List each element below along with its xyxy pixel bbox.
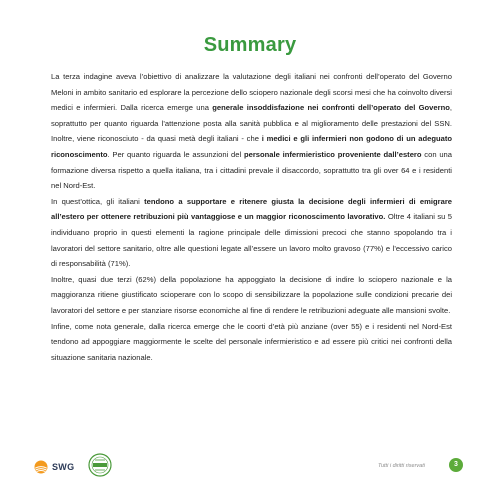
text-run: con una formazione diversa rispetto a quella italiana, tra i cittadini prevale il disaccordo, soprattutto tra gli over 64 e i residenti nel Nord-Est. — [51, 149, 453, 191]
text-run: . Per quanto riguarda le assunzioni del — [107, 149, 244, 159]
bold-text-run: i medici e gli infermieri non godono di un adeguato riconoscimento — [51, 134, 452, 159]
text-run: La terza indagine aveva l’obiettivo di analizzare la valutazione degli italiani nei confronti dell’operato del Governo Meloni in ambito sanitario ed esplorare la percezione dello sciopero nazionale degli scorsi mesi che ha coinvolto diversi medici e infermieri. Dalla ricerca emerge una — [51, 72, 452, 113]
sun-logo-icon — [34, 460, 48, 474]
swg-logo — [34, 457, 74, 477]
rights-reserved-text: Tutti i diritti riservati — [378, 463, 425, 469]
partner-logo-icon — [88, 453, 112, 479]
text-run: In quest’ottica, gli italiani — [51, 196, 145, 206]
bold-text-run: generale insoddisfazione nei confronti dell’operato del Governo — [212, 103, 450, 113]
paragraph — [51, 194, 452, 272]
text-run: Inoltre, quasi due terzi (62%) della popolazione ha appoggiato la decisione di indire lo sciopero nazionale e la maggioranza ritiene giustificato scioperare con lo scopo di sensibilizzare la popolazione sulle condizioni precarie dei lavoratori del settore e per stanziare risorse economiche al fine di rendere le retribuzioni adeguate alle mansioni svolte. — [51, 274, 452, 315]
page-footer — [0, 453, 500, 483]
paragraph — [51, 69, 452, 194]
page-number-badge: 3 — [449, 458, 463, 472]
bold-text-run: tendono a supportare e ritenere giusta la decisione degli infermieri di emigrare all’estero per ottenere retribuzioni più vantaggiose e un maggior riconoscimento lavorativo. — [51, 196, 452, 222]
paragraph — [51, 272, 452, 319]
page-title: Summary — [203, 34, 297, 56]
bold-text-run: personale infermieristico proveniente dall’estero — [243, 149, 422, 159]
swg-logo-text: SWG — [52, 462, 75, 472]
paragraph — [51, 319, 452, 366]
text-run: Oltre 4 italiani su 5 individuano proprio in questi elementi la ragione principale delle dimissioni precoci che stanno spopolando tra i lavoratori del settore sanitario, oltre alle questioni legate all’essere un lavoro molto gravoso (77%) e l’eccessivo carico di responsabilità (71%). — [51, 212, 453, 269]
summary-body — [51, 69, 452, 365]
text-run: Infine, come nota generale, dalla ricerca emerge che le coorti d’età più anziane (over 55) e i residenti nel Nord-Est tendono ad appoggiare maggiormente le scelte del personale infermieristico e ad essere più critici nei confronti della situazione sanitaria nazionale. — [51, 321, 452, 362]
text-run: , soprattutto per quanto riguarda l’attenzione posta alla sanità pubblica e al miglioramento delle prestazioni del SSN. Inoltre, viene riconosciuto - da quasi metà degli italiani - che — [51, 103, 452, 144]
